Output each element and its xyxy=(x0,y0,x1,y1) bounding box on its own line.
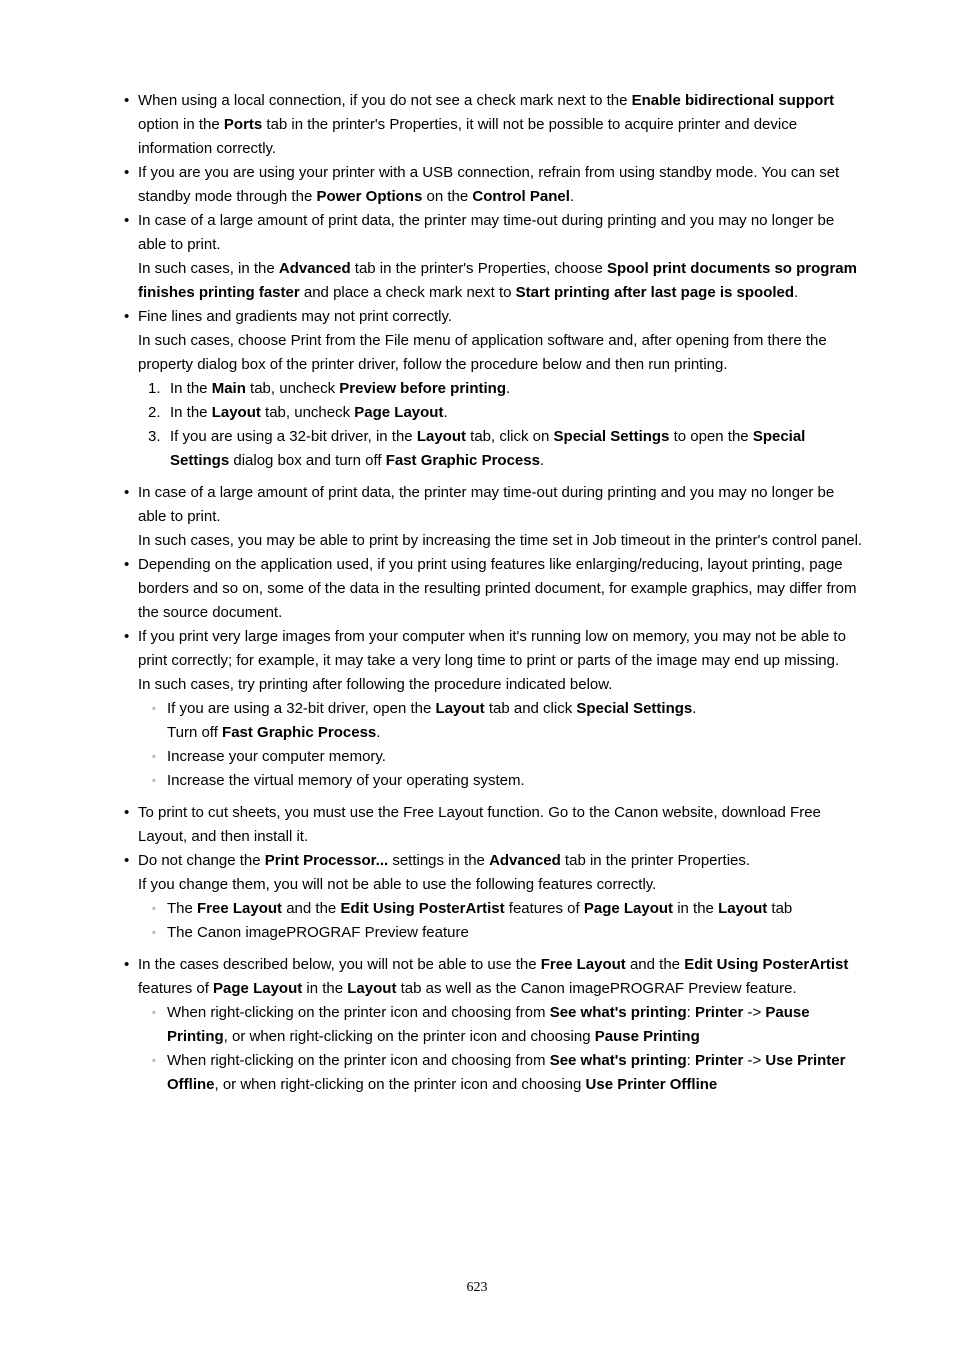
sub-list xyxy=(138,1001,864,1097)
bullet-item xyxy=(138,553,864,625)
paragraph: In such cases, choose Print from the File menu of application software and, after opening from there the property dialog box of the printer driver, follow the procedure below and then run printing. xyxy=(138,332,827,373)
list-item: 3. If you are using a 32-bit driver, in the Layout tab, click on Special Settings to open the Special Settings dialog box and turn off Fast Graphic Process. xyxy=(148,428,806,469)
list-item: 2. In the Layout tab, uncheck Page Layout. xyxy=(148,404,448,421)
paragraph: • Depending on the application used, if you print using features like enlarging/reducing, layout printing, page borders and so on, some of the data in the resulting printed document, for example graphics, may differ from the source document. xyxy=(138,556,857,621)
list-item: ◦ Increase your computer memory. xyxy=(138,745,864,769)
bullet-item xyxy=(138,849,864,945)
list-item: ◦ When right-clicking on the printer icon and choosing from See what's printing: Printer -> Pause Printing, or when right-clicking on the printer icon and choosing Pause Printing xyxy=(138,1001,864,1049)
list-item: ◦ When right-clicking on the printer icon and choosing from See what's printing: Printer -> Use Printer Offline, or when right-clicking on the printer icon and choosing Use Printer Offline xyxy=(138,1049,864,1097)
bullet-item xyxy=(138,481,864,553)
numbered-list xyxy=(138,377,864,473)
bullet-item xyxy=(138,305,864,473)
paragraph: In such cases, in the Advanced tab in the printer's Properties, choose Spool print documents so program finishes printing faster and place a check mark next to Start printing after last page is spooled. xyxy=(138,260,857,301)
bullet-item xyxy=(138,801,864,849)
bullet-item: • If you are you are using your printer with a USB connection, refrain from using standby mode. You can set standby mode through the Power Options on the Control Panel. xyxy=(138,161,864,209)
paragraph: • To print to cut sheets, you must use the Free Layout function. Go to the Canon website, download Free Layout, and then install it. xyxy=(138,804,821,845)
page-number: 623 xyxy=(466,1280,488,1295)
list-item: ◦ If you are using a 32-bit driver, open the Layout tab and click Special Settings. Turn off Fast Graphic Process. xyxy=(138,697,864,745)
sub-list xyxy=(138,697,864,793)
bullet-item: • When using a local connection, if you do not see a check mark next to the Enable bidirectional support option in the Ports tab in the printer's Properties, it will not be possible to acquire printer and device information correctly. xyxy=(138,89,864,161)
paragraph: • Fine lines and gradients may not print correctly. xyxy=(138,308,453,325)
list-item: 1. In the Main tab, uncheck Preview before printing. xyxy=(148,380,511,397)
bullet-item xyxy=(138,953,864,1097)
paragraph: • In the cases described below, you will not be able to use the Free Layout and the Edit Using PosterArtist features of Page Layout in the Layout tab as well as the Canon imagePROGRAF Preview feature. xyxy=(138,956,849,997)
list-item: ◦ The Canon imagePROGRAF Preview feature xyxy=(138,921,864,945)
bullet-item xyxy=(138,625,864,793)
list-item: ◦ The Free Layout and the Edit Using PosterArtist features of Page Layout in the Layout tab xyxy=(138,897,864,921)
paragraph: In such cases, try printing after following the procedure indicated below. xyxy=(138,676,613,693)
paragraph: • Do not change the Print Processor... settings in the Advanced tab in the printer Properties. xyxy=(138,852,751,869)
paragraph: • In case of a large amount of print data, the printer may time-out during printing and you may no longer be able to print. xyxy=(138,484,835,525)
paragraph: In such cases, you may be able to print by increasing the time set in Job timeout in the printer's control panel. xyxy=(138,532,863,549)
paragraph: If you change them, you will not be able to use the following features correctly. xyxy=(138,876,657,893)
list-item: ◦ Increase the virtual memory of your operating system. xyxy=(138,769,864,793)
paragraph: • In case of a large amount of print data, the printer may time-out during printing and you may no longer be able to print. xyxy=(138,212,835,253)
sub-list xyxy=(138,897,864,945)
bullet-item xyxy=(138,209,864,305)
document-body xyxy=(0,89,954,1097)
paragraph: • If you print very large images from your computer when it's running low on memory, you may not be able to print correctly; for example, it may take a very long time to print or parts of the image may end up missing. xyxy=(138,628,846,669)
